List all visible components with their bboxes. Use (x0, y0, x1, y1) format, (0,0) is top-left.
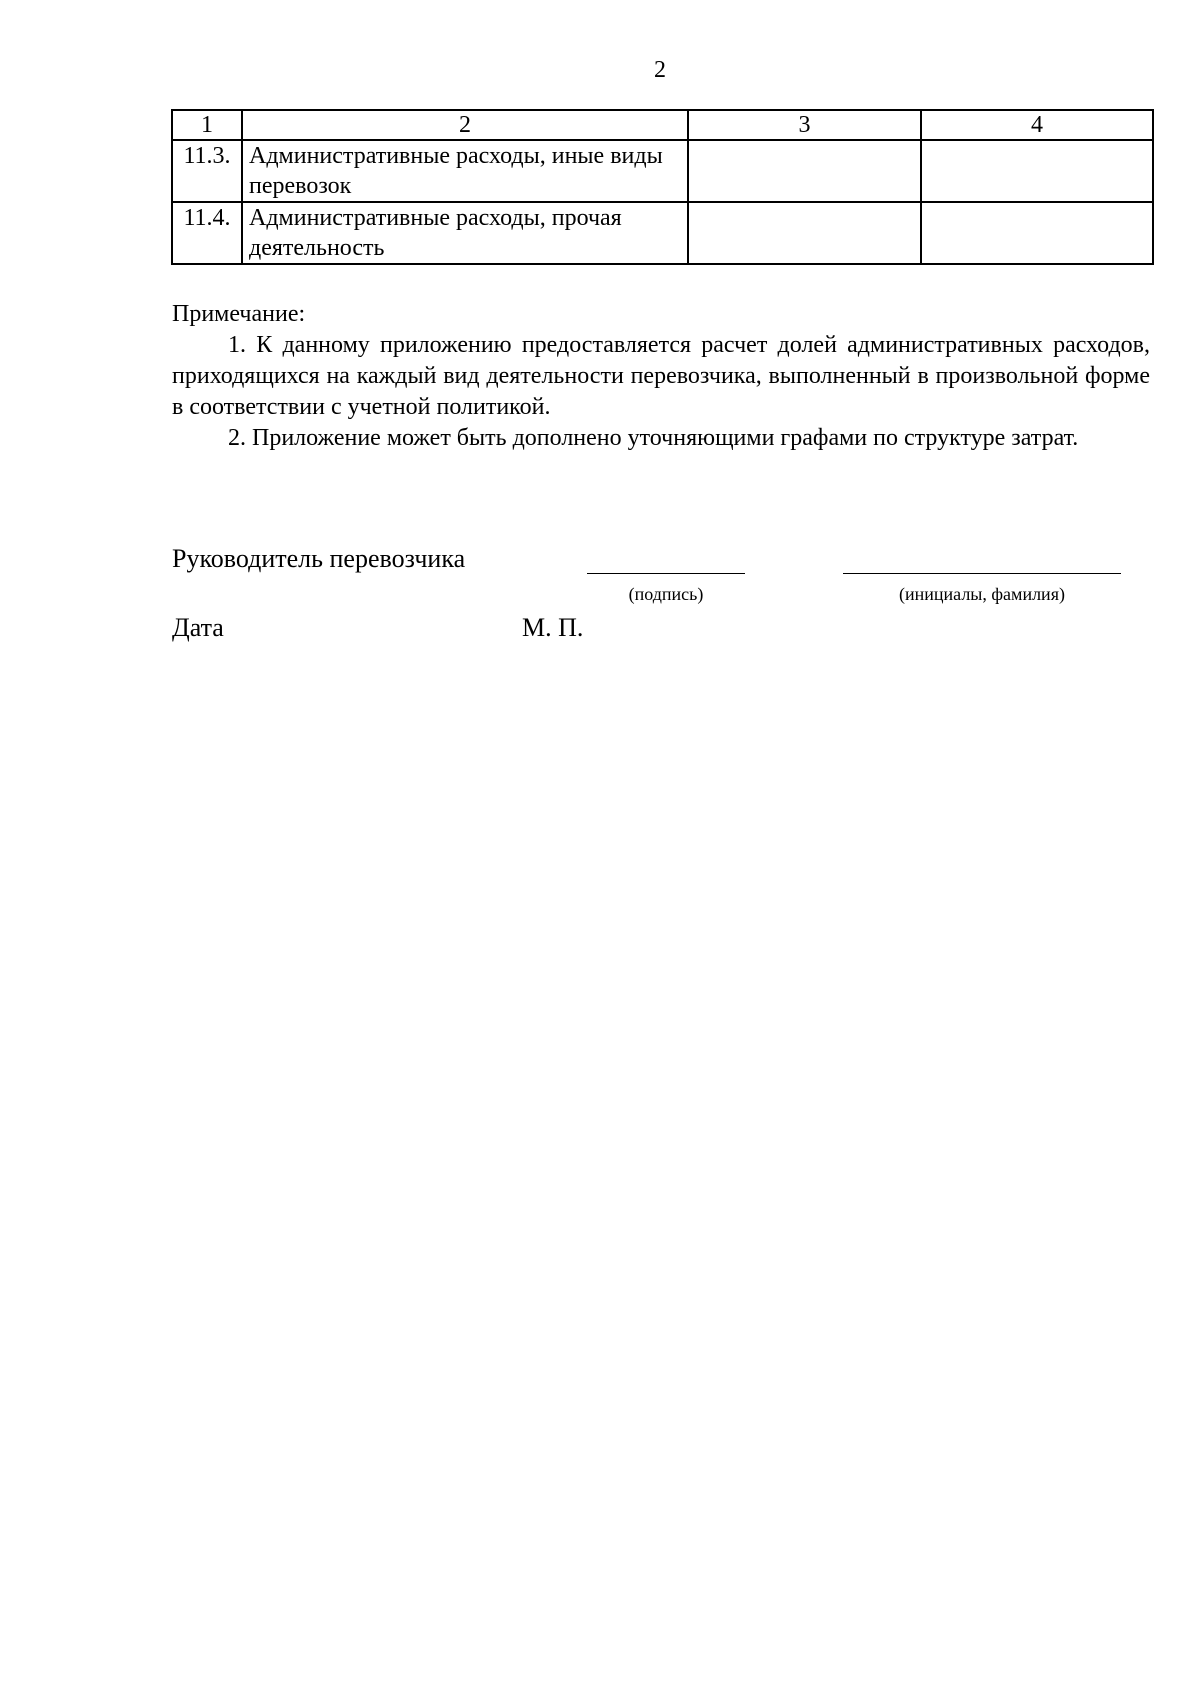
signature-line (587, 573, 745, 574)
name-line (843, 573, 1121, 574)
signature-block (172, 543, 1172, 663)
row-value-cell (688, 140, 921, 202)
table-header-row (172, 110, 1153, 140)
notes-section (172, 299, 1150, 454)
expenses-table (171, 109, 1154, 265)
row-value-cell (921, 202, 1153, 264)
page-number: 2 (654, 57, 666, 83)
date-label: Дата (172, 613, 224, 642)
row-number-cell: 11.4. (172, 202, 242, 264)
signatory-title: Руководитель перевозчика (172, 544, 466, 573)
row-name-cell: Административные расходы, прочая деятельность (242, 202, 688, 264)
stamp-label: М. П. (522, 613, 584, 642)
name-caption: (инициалы, фамилия) (899, 584, 1065, 604)
note-item: 1. К данному приложению предоставляется расчет долей административных расходов, приходящихся на каждый вид деятельности перевозчика, выполненный в произвольной форме в соответствии с учетной политикой. (172, 332, 1150, 420)
note-item: 2. Приложение может быть дополнено уточняющими графами по структуре затрат. (228, 425, 1079, 451)
row-number-cell: 11.3. (172, 140, 242, 202)
table-header-cell: 4 (921, 110, 1153, 140)
row-value-cell (688, 202, 921, 264)
row-name-cell: Административные расходы, иные виды перевозок (242, 140, 688, 202)
row-value-cell (921, 140, 1153, 202)
table-header-cell: 2 (242, 110, 688, 140)
table-row (172, 140, 1153, 202)
notes-title: Примечание: (172, 301, 306, 327)
table-row (172, 202, 1153, 264)
signature-caption: (подпись) (628, 584, 704, 604)
table-header-cell: 1 (172, 110, 242, 140)
table-header-cell: 3 (688, 110, 921, 140)
